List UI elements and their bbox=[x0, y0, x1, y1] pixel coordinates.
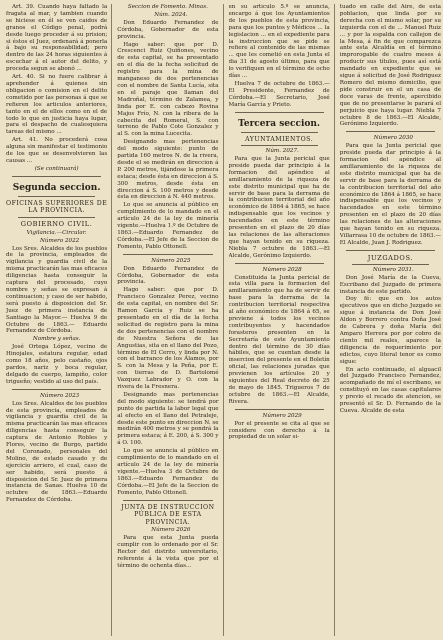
divider bbox=[235, 112, 324, 113]
subsection-juzgados: JUZGADOS. bbox=[367, 253, 414, 262]
article-39: Art. 39. Cuando haya faltado la fragata al mar, y tambien cuando se hiciese en él se ven caidos de granos el Código penal, podrá desde luego proceder á su prision; si éstos el Juez, ordenará á ponerla á bajo su responsabilidad; pero dentro de las 24 horas siguientes á escuchar á el autor del delito, y proceda segun se abonó ... bbox=[6, 4, 108, 73]
notice-2025-closing: Lo que se anuncia al público en cumplimiento de lo mandado en el artículo 24 de la ley de minería vigente.—Huelva 3 de Octubre de 1863.—Eduardo Fernandez de Córdoba.—El Jefe de la Seccion de Fomento, Pablo Ottonell. bbox=[117, 448, 219, 496]
notice-2024-designation: Designando mas pertenencias del modo siguiente: punto de partida 160 metros N. de la rivera, desde el se medirán en direccion á P. 200 metros, tijándose la primera estaca; desde ésta en direccion á S. 300 metros, desde ésta en direccion á S. 100 metros y desde ésta en direccion á N. 440 metros. bbox=[117, 139, 219, 201]
divider bbox=[241, 132, 318, 133]
column-3 bbox=[229, 4, 335, 636]
notice-2026-continued: en su artículo 5.º se anuncia, encargo á que los Ayuntamientos de los pueblos de esta provincia, para que los puntos y Médicos ... la legislacion ... en el expediente para la instruccion que se pide se refiere al contenido de las mismas ... que les cometió en esta Junta el dia 31 de agosto último, para que lo verifiquen en el término de ocho días ... bbox=[228, 4, 330, 80]
notice-2026-body: Para que esta Junta pueda cumplir con lo ordenado por el Sr. Rector del distrito universitario, referente á la vista que por el término de ochenta días... bbox=[117, 534, 219, 569]
notice-2031-continued: En acto continuado, el alguacil del Juzgado Francisco Fernandez, acompañado de mí el escribano, se constituyó en las casas capitulares y previo el recado de atencion, se presentó el Sr. D. Fernando de la Cueva. Alcalde de esta bbox=[339, 366, 441, 414]
notice-number: Número 2023 bbox=[40, 392, 80, 399]
fomento-heading: Seccion de Fomento. Minas. bbox=[127, 4, 208, 10]
notice-2029-continued: tuado en calle del Aire, de esta poblacion, que linda por su derecha con el mismo solar, por su izquierda con el de ... Manuel Ruiz ... y por la espalda con callejon de la Mesa, á fin de que comparezca ante esta Alcaldía en el término improrogable de cuatro meses á producir sus títulos, pues así está mandado en expediente que se sigue á solicitud de José Rodriguez Romero del mismo domicilio, que pide construir en el un casa de doce varas de frente, apercibido que de no presentarse le parará el perjuicio que haya lugar. Niebla 7 octubre 8 de 1863.—El Alcalde, Gerónimo Izquierdo. bbox=[339, 4, 441, 128]
divider bbox=[18, 196, 95, 197]
notice-2024-intro: Don Eduardo Fernandez de Córdoba, Gobernador de esta provincia. bbox=[117, 19, 219, 40]
notice-number: Número 2029 bbox=[262, 412, 302, 419]
notice-2025-intro: Don Eduardo Fernandez de Córdoba, Gobernador de esta provincia. bbox=[117, 265, 219, 286]
notice-number: Número 2031. bbox=[372, 266, 414, 273]
continuation-note: (Se continuará) bbox=[34, 165, 79, 172]
notice-2030-body: Para que la Junta pericial que preside pueda dar principio á la formacion del apéndice al amillaramiento de la riqueza de este distrito municipal que ha de servir de base para la derrama de la contribucion territorial del año económico de 1864 á 1865, se hace indispensable que los vecinos y hacendados en este término presenten en el plazo de 20 días las relaciones de las alteraciones que hayan tenido en su riqueza. Villarrasa 10 de octubre de 1863.—El Alcalde, Juan J. Rodriguez. bbox=[339, 143, 441, 246]
column-2 bbox=[117, 4, 223, 636]
column-1 bbox=[6, 4, 112, 636]
notice-number: Número 2026 bbox=[151, 527, 191, 534]
section-title-tercera: Tercera seccion. bbox=[238, 118, 321, 129]
nombre-heading: Nombre y señas. bbox=[32, 336, 81, 343]
divider bbox=[123, 254, 212, 255]
junta-heading: JUNTA DE INSTRUCCION PÚBLICA DE ESTA PROVINCIA. bbox=[121, 503, 215, 526]
column-4 bbox=[340, 4, 441, 636]
notice-2025-body: Hago saber: que por D. Francisco Gonzalez Perez, vecino de esta capital, en nombre del Sr. Ramon Garcia y Ruiz se ha presentado en el día de la fecha solicitud de registro para la mina de dos pertenencias con el nombre de Nuestra Señora de las Angustias, sita en el llano del Pozo, término de El Cerro, y linda por N. con el barranco de los Álamos, por S. con la Mesa y la Peña, por E. con tierras de D. Bartolomé Vazquez Labrador y O. con la rivera de la Fresnera. bbox=[117, 287, 219, 391]
notice-number: Núm. 2027. bbox=[265, 148, 299, 155]
nombre-body: José Ortega López, vecino de Hinojales, estatura regular, edad como 18 años, pelo castaño, ojos pardos, nariz y boca regular, delgado de cuerpo, lampiño, color trigueño; vestido al uso del país. bbox=[6, 344, 108, 385]
divider bbox=[12, 176, 101, 177]
divider bbox=[241, 145, 318, 146]
notice-2026-signature: Huelva 7 de octubre de 1863.—El Presidente, Fernandez de Córdoba.—El Secretario, José María García y Prieto. bbox=[228, 80, 330, 108]
notice-2022-body: Los Sres. Alcaldes de los pueblos de la provincia, empleados de vigilancia y guardia civil de la misma practicarán las mas eficaces diligencias hasta conseguir la captura del procesado, cuyo nombre y señas se expresan á continuacion; y caso de ser habido, será puesto á disposicion del Sr. Juez de primera instancia de Santiago la Mayor.— Huelva 9 de Octubre de 1863.— Eduardo Fernandez de Córdoba. bbox=[6, 245, 108, 335]
notice-2029-body: Por el presente se cita al que se considere con derecho á la propiedad de un solar si- bbox=[228, 420, 330, 441]
subsection-gobierno: GOBIERNO CIVIL. bbox=[20, 219, 93, 228]
divider bbox=[235, 263, 324, 264]
divider bbox=[352, 264, 429, 265]
notice-2027-body: Para que la Junta pericial que preside pueda dar principio á la formacion del apéndice al amillaramiento de la riqueza de este distrito municipal que ha de servir de base para la derrama de la contribucion territorial del año económico de 1864 á 1865, se hace indispensable que los vecinos y hacendados en este término presenten en el plazo de 20 días las relaciones de las alteraciones que hayan tenido en su riqueza. Niebla 7 octubre de 1863.—El Alcalde, Gerónimo Izquierdo. bbox=[228, 156, 330, 259]
notice-2025-designation: Designando mas pertenencias del modo siguiente: se tendrá por punto de partida la labor legal que al efecto en el llano del Petraleje, desde este punto en direccion N. se medirán 400 metros y se pondrá la primera estaca; á E. 200, á S. 300 y á O. 100. bbox=[117, 391, 219, 447]
notice-2031-intro: Don José María de la Cueva, Escribano del Juzgado de primera instancia de este partido. bbox=[339, 274, 441, 295]
notice-2028-body: Constituida la Junta pericial de esta villa para la formacion del amillaramiento que ha de servir de base para la derrama de la contribucion territorial respectiva al año económico de 1864 á 65, se previene á todos los vecinos contribuyentes y hacendados forasteros presenten en la Secretaría de este Ayuntamiento dentro del término de 30 días hábiles, que se cuentan desde la insercion del presente en el Boletín oficial, las relaciones juradas que previenen los artículos 20 y siguientes del Real decreto de 25 de mayo de 1845. Trigueros 7 de octubre de 1863.—El Alcalde, Rivera. bbox=[228, 274, 330, 405]
notice-number: Número 2022 bbox=[40, 237, 80, 244]
divider bbox=[123, 500, 212, 501]
subsection-ayuntamientos: AYUNTAMIENTOS. bbox=[245, 135, 314, 143]
notice-number: Número 2028 bbox=[262, 266, 302, 273]
divider bbox=[346, 131, 435, 132]
notice-2023-body: Los Sres. Alcaldes de los pueblos de esta provincia, empleados de vigilancia y guardia civil de la misma practicarán las mas eficaces diligencias hasta conseguir la captura de Antonio Robles y Flores, vecino de Burgo, partido del Coronado, personales del Molino, de estado casado y de ejercicio arriero, el cual, caso de ser habido, será puesto á disposicion del Sr. Juez de primera instancia de Sanas. Huelva 10 de octubre de 1863.—Eduardo Fernandez de Córdoba. bbox=[6, 400, 108, 504]
subsection-oficinas: OFICINAS SUPERIORES DE LA PROVINCIA. bbox=[6, 199, 108, 215]
notice-number: Número 2025 bbox=[151, 257, 191, 264]
divider bbox=[12, 389, 101, 390]
vigilancia-heading: Vigilancia.—Circular. bbox=[26, 229, 87, 236]
notice-2031-body: Doy fé: que en los autos ejecutivos que en dicho Juzgado se sigue á instancia de Don José Aldon y Borrero contra Doña José de Cabrera y doña María del Amparo Herrera por por cobro de ciento mil reales, aparece la diligencia de requerimiento por edictos, cuyo literal tenor es como sigue: bbox=[339, 296, 441, 365]
notice-2024-body: Hago saber: que por D. Crescenci Ruiz Quiñones, vecino de esta capital, se ha presentado en el día de la fecha solicitud de registro para la mina de manganeso de dos pertenencias con el nombre de Santa Lucía, sita en el paraje que llaman del Madroñal, término de Zalamea, y linda por E. con cabezo Rovina Majos Frío, N. con la ribera de la cabecita del Romeral, S. con terreno de Pablo Cote Gonzalez y al S. con la mina Lucecita. bbox=[117, 41, 219, 138]
article-41: Art. 41. No procederá cosa alguna sin manifestar el testimonio de los que se desenvolvieren las causas ... bbox=[6, 137, 108, 164]
article-40: Art. 40. Si no fuere calibrar á aprehender á quienes sin obligacion o comision en el delito cometido por las personas á que se refieren los articulos anteriores, tanto en el de ellos como en el de todo lo que en justicia haya lugar, para el despacho de cualesquiera tareas del mismo ... bbox=[6, 74, 108, 136]
divider bbox=[346, 250, 435, 251]
notice-2024-closing: Lo que se anuncia al público en cumplimiento de lo mandado en el artículo 24 de la ley de minería vigente.—Huelva 1.º de Octubre de 1863.—Eduardo Fernandez de Córdoba.—El Jefe de la Seccion de Fomento, Pablo Ottonell. bbox=[117, 202, 219, 250]
divider bbox=[235, 409, 324, 410]
divider bbox=[18, 217, 95, 218]
section-title-segunda: Segunda seccion. bbox=[12, 182, 101, 193]
notice-number: Número 2030 bbox=[373, 135, 413, 142]
notice-number: Núm. 2024. bbox=[154, 11, 188, 18]
